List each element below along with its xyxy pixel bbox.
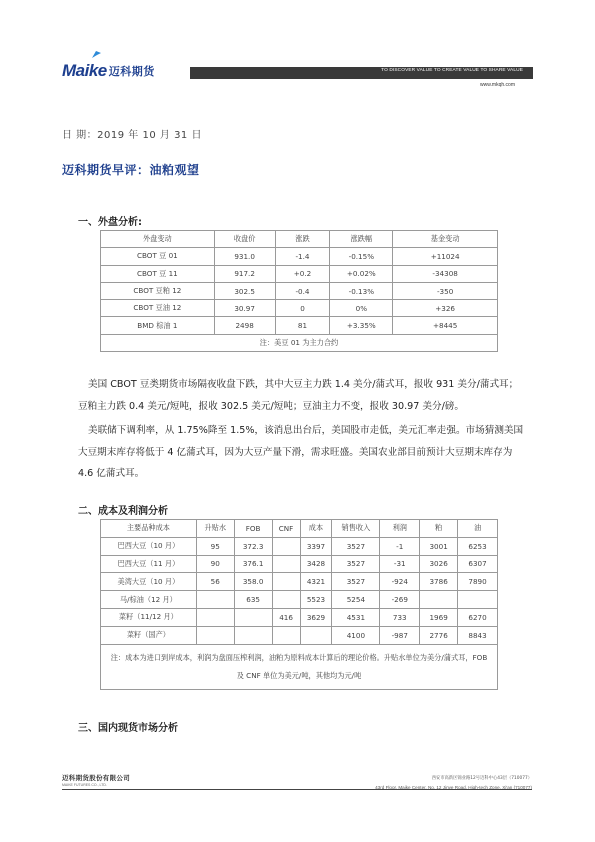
table-cell [300,626,332,644]
cost-profit-table [100,519,498,690]
table-cell: 372.3 [234,537,272,555]
table-cell: -350 [393,282,498,299]
table-cell [272,626,300,644]
table-cell: -269 [380,591,420,609]
table-cell: -987 [380,626,420,644]
table-cell: -924 [380,573,420,591]
table-cell: CBOT 豆油 12 [101,300,215,317]
table-header-cell: 油 [458,520,498,538]
table-cell: 56 [196,573,234,591]
company-logo [62,60,155,82]
table-cell: +3.35% [330,317,393,334]
table-cell: 菜籽（11/12 月） [101,608,197,626]
table-row [101,608,498,626]
table-cell: 3001 [420,537,458,555]
table-cell: 6270 [458,608,498,626]
table-note-row [101,644,498,689]
footer-company-cn: 迈科期货股份有限公司 [62,774,130,782]
table-header-cell: 销售收入 [332,520,380,538]
table-row [101,591,498,609]
table-cell: BMD 棕油 1 [101,317,215,334]
logo-arrow-icon [92,51,101,58]
table-cell [420,591,458,609]
footer-address-cn: 西安市高新区锦业路12号迈科中心43层（710077） [431,776,532,781]
footer-address-en: 43rd Floor, Maike Center, No. 12 Jinye Road, High-tech Zone, Xi'an (710077) [375,785,532,790]
table-header-cell: 基金变动 [393,231,498,248]
table-cell: 6307 [458,555,498,573]
header-tagline: TO DISCOVER VALUE TO CREATE VALUE TO SHARE VALUE [381,68,523,73]
table-cell [196,591,234,609]
paragraph: 美国 CBOT 豆类期货市场隔夜收盘下跌，其中大豆主力跌 1.4 美分/蒲式耳，报收 931 美分/蒲式耳；豆粕主力跌 0.4 美元/短吨，报收 302.5 美元/短吨；豆油主力不变，报收 30.97 美分/磅。 [78,379,519,412]
table-cell: -0.15% [330,248,393,265]
footer-company-en: MAIKE FUTURES CO., LTD. [62,783,107,787]
table-cell: 358.0 [234,573,272,591]
table-header-cell: FOB [234,520,272,538]
table-cell: 7890 [458,573,498,591]
table-cell: +8445 [393,317,498,334]
table-cell: 3527 [332,537,380,555]
table-cell: -0.4 [275,282,330,299]
table-cell: +0.02% [330,265,393,282]
table-header-cell: 外盘变动 [101,231,215,248]
table-cell: 3397 [300,537,332,555]
table-cell: CBOT 豆 11 [101,265,215,282]
table-row [101,626,498,644]
table-cell: 81 [275,317,330,334]
table-header-cell: 主要品种成本 [101,520,197,538]
table-cell: 3786 [420,573,458,591]
table-cell: 美湾大豆（10 月） [101,573,197,591]
table-row [101,248,498,265]
footer-divider [62,789,532,790]
table-header-cell: 收盘价 [214,231,275,248]
table-cell: 635 [234,591,272,609]
table-cell: 2776 [420,626,458,644]
table-cell: 3527 [332,555,380,573]
header-url[interactable]: www.mkqh.com [479,82,515,88]
table-cell: +0.2 [275,265,330,282]
section3-title: 三、国内现货市场分析 [78,723,178,734]
footer-address [375,775,532,790]
table-cell: +326 [393,300,498,317]
table-row [101,317,498,334]
table-header-cell: CNF [272,520,300,538]
table-cell: 2498 [214,317,275,334]
table-cell: 376.1 [234,555,272,573]
table-cell: -31 [380,555,420,573]
table-cell [272,573,300,591]
table-cell: 0% [330,300,393,317]
table-cell: 3428 [300,555,332,573]
table-header-cell: 涨跌幅 [330,231,393,248]
header-bar [190,67,533,79]
table-cell: 马/棕油（12 月） [101,591,197,609]
table-header-row [101,231,498,248]
table-note: 注：成本为进口到岸成本，利润为盘面压榨利润，油粕为原料成本计算后的理论价格。升贴水单位为美分/蒲式耳，FOB 及 CNF 单位为美元/吨，其他均为元/吨 [101,644,498,689]
table-header-cell: 升贴水 [196,520,234,538]
table-row [101,573,498,591]
table-cell: 3527 [332,573,380,591]
page-header [0,0,595,100]
table-cell: 917.2 [214,265,275,282]
table-cell [272,555,300,573]
logo-text-en: Maike [62,61,107,80]
table-cell: 0 [275,300,330,317]
table-row [101,555,498,573]
table-cell: 5254 [332,591,380,609]
table-cell: 3629 [300,608,332,626]
table-cell [234,626,272,644]
doc-title: 迈科期货早评：油粕观望 [62,163,200,177]
analysis-text [78,374,524,485]
table-cell: -0.13% [330,282,393,299]
table-cell: 菜籽（国产） [101,626,197,644]
table-cell: 5523 [300,591,332,609]
table-cell: 1969 [420,608,458,626]
table-cell: 巴西大豆（11 月） [101,555,197,573]
table-cell: 8843 [458,626,498,644]
table-cell [196,608,234,626]
footer-company [62,773,130,787]
table-cell: 3026 [420,555,458,573]
foreign-market-table [100,230,498,352]
table-cell [196,626,234,644]
table-cell: 30.97 [214,300,275,317]
table-cell [272,537,300,555]
paragraph: 美联储下调利率，从 1.75%降至 1.5%，该消息出台后，美国股市走低，美元汇率走强。市场猜测美国大豆期末库存将低于 4 亿蒲式耳，因为大豆产量下滑，需求旺盛。美国农业部目前预计大豆期末库存为 4.6 亿蒲式耳。 [78,425,524,479]
table-row [101,537,498,555]
table-cell: CBOT 豆粕 12 [101,282,215,299]
section2-title: 二、成本及利润分析 [78,506,168,517]
table-row [101,265,498,282]
table-cell: 6253 [458,537,498,555]
table-cell: 4100 [332,626,380,644]
table-cell: CBOT 豆 01 [101,248,215,265]
section1-title: 一、外盘分析: [78,217,142,228]
table-cell: -34308 [393,265,498,282]
table-cell: 733 [380,608,420,626]
table-header-cell: 成本 [300,520,332,538]
table-header-cell: 利润 [380,520,420,538]
table-cell [458,591,498,609]
table-cell: 931.0 [214,248,275,265]
table-header-row [101,520,498,538]
table-cell: 90 [196,555,234,573]
table-cell [234,608,272,626]
table-cell [272,591,300,609]
table-note: 注：美豆 01 为主力合约 [101,334,498,351]
table-cell: +11024 [393,248,498,265]
table-cell: 416 [272,608,300,626]
doc-date: 日 期：2019 年 10 月 31 日 [62,130,202,141]
table-cell: -1 [380,537,420,555]
table-header-cell: 粕 [420,520,458,538]
table-cell: 95 [196,537,234,555]
table-cell: 4321 [300,573,332,591]
table-note-row [101,334,498,351]
table-row [101,300,498,317]
logo-text-cn: 迈科期货 [108,65,155,78]
table-cell: 302.5 [214,282,275,299]
table-cell: 4531 [332,608,380,626]
table-cell: 巴西大豆（10 月） [101,537,197,555]
table-header-cell: 涨跌 [275,231,330,248]
table-cell: -1.4 [275,248,330,265]
table-row [101,282,498,299]
